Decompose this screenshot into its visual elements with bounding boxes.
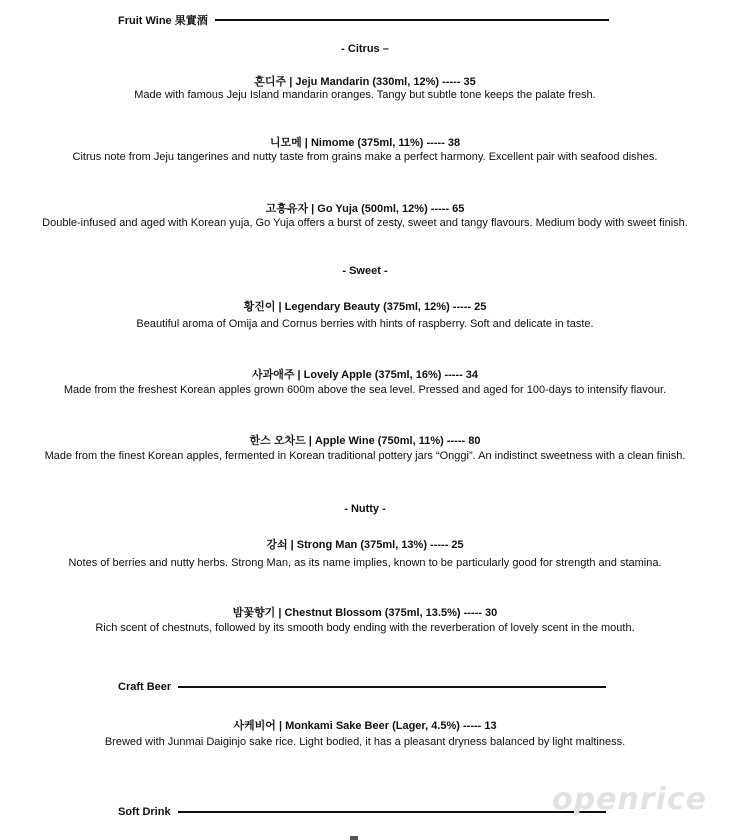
subsection-citrus: - Citrus –: [341, 43, 389, 55]
section-header-craft-beer: [118, 681, 606, 693]
menu-item-desc: Made from the finest Korean apples, fermented in Korean traditional pottery jars “Onggi”. An indistinct sweetness with a clean finish.: [44, 450, 686, 462]
menu-item-desc: Brewed with Junmai Daiginjo sake rice. Light bodied, it has a pleasant dryness balanced by light maltiness.: [104, 736, 626, 748]
section-title: Soft Drink: [118, 806, 171, 818]
menu-item-title: 한스 오차드 | Apple Wine (750ml, 11%) ----- 80: [249, 435, 481, 447]
menu-item-title: 사과애주 | Lovely Apple (375ml, 16%) ----- 34: [251, 369, 479, 381]
subsection-sweet: - Sweet -: [342, 265, 388, 277]
menu-item-title: 혼디주 | Jeju Mandarin (330ml, 12%) ----- 35: [254, 76, 476, 88]
menu-item-desc: Double-infused and aged with Korean yuja, Go Yuja offers a burst of zesty, sweet and tangy flavours. Medium body with sweet finish.: [42, 217, 688, 229]
menu-item-title: 니모메 | Nimome (375ml, 11%) ----- 38: [269, 137, 461, 149]
menu-item-desc: Beautiful aroma of Omija and Cornus berries with hints of raspberry. Soft and delicate in taste.: [136, 318, 594, 330]
menu-item-desc: Notes of berries and nutty herbs. Strong Man, as its name implies, known to be particularly good for strength and stamina.: [68, 557, 662, 569]
menu-item-title: 사케비어 | Monkami Sake Beer (Lager, 4.5%) ----- 13: [233, 720, 497, 732]
header-rule: [215, 19, 609, 21]
section-header-fruit-wine: [118, 12, 609, 28]
menu-item-title: 황진이 | Legendary Beauty (375ml, 12%) ----- 25: [243, 301, 487, 313]
openrice-watermark-logo: openrice: [552, 782, 707, 817]
menu-item-title: 밤꽃향기 | Chestnut Blossom (375ml, 13.5%) ----- 30: [232, 607, 498, 619]
menu-item-desc: Made with famous Jeju Island mandarin oranges. Tangy but subtle tone keeps the palate fresh.: [134, 89, 596, 101]
section-header-soft-drink: [118, 806, 606, 818]
page-marker: [350, 836, 358, 840]
section-title: Fruit Wine 果實酒: [118, 15, 208, 27]
header-rule: [178, 811, 606, 813]
menu-item-title: 고흥유자 | Go Yuja (500ml, 12%) ----- 65: [265, 203, 465, 215]
subsection-nutty: - Nutty -: [344, 503, 386, 515]
menu-item-desc: Made from the freshest Korean apples grown 600m above the sea level. Pressed and aged for 100-days to intensify flavour.: [63, 384, 667, 396]
header-rule: [178, 686, 606, 688]
menu-item-desc: Citrus note from Jeju tangerines and nutty taste from grains make a perfect harmony. Excellent pair with seafood dishes.: [72, 151, 658, 163]
menu-item-desc: Rich scent of chestnuts, followed by its smooth body ending with the reverberation of lovely scent in the mouth.: [95, 622, 635, 634]
section-title: Craft Beer: [118, 681, 172, 693]
menu-item-title: 강쇠 | Strong Man (375ml, 13%) ----- 25: [266, 539, 464, 551]
